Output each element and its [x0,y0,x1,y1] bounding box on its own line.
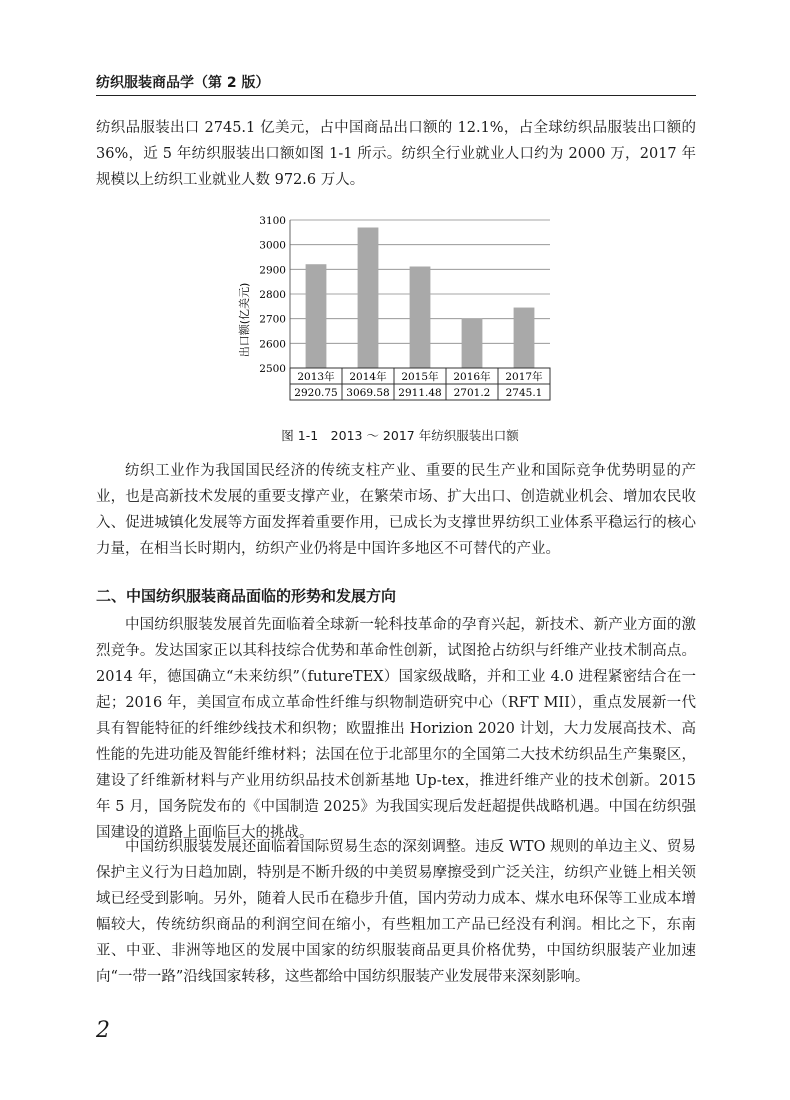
x-category-label: 2016年 [453,371,491,383]
y-tick-label: 2500 [259,363,286,375]
running-header: 纺织服装商品学（第 2 版） [96,75,270,91]
bar-2017年 [514,308,535,368]
bar-2015年 [410,267,431,368]
y-tick-label: 2600 [259,338,286,351]
y-tick-label: 2900 [259,264,286,277]
y-axis-label: 出口额(亿美元) [238,282,251,358]
paragraph-export-stats: 纺织品服装出口 2745.1 亿美元，占中国商品出口额的 12.1%，占全球纺织品服装出口额的 36%，近 5 年纺织服装出口额如图 1-1 所示。纺织全行业就业人口约为 2000 万，2017 年规模以上纺织工业就业人数 972.6 万人。 [96,120,696,188]
y-tick-label: 3000 [259,239,286,252]
section-heading: 二、中国纺织服装商品面临的形势和发展方向 [96,587,397,605]
bar-2014年 [358,228,379,368]
y-tick-label: 2800 [259,289,286,301]
y-tick-label: 2700 [259,313,286,326]
header-rule [96,95,696,96]
figure-caption: 图 1-1 2013 ～ 2017 年纺织服装出口额 [281,428,519,443]
paragraph-industry-role: 纺织工业作为我国国民经济的传统支柱产业、重要的民生产业和国际竞争优势明显的产业，也是高新技术发展的重要支撑产业，在繁荣市场、扩大出口、创造就业机会、增加农民收入、促进城镇化发展等方面发挥着重要作用，已成长为支撑世界纺织工业体系平稳运行的核心力量，在相当长时期内，纺织产业仍将是中国许多地区不可替代的产业。 [96,463,696,557]
page-number: 2 [96,1018,110,1043]
bar-2013年 [306,264,327,368]
data-value-label: 2920.75 [294,387,338,399]
y-tick-label: 3100 [259,215,286,227]
paragraph-tech-competition: 中国纺织服装发展首先面临着全球新一轮科技革命的孕育兴起，新技术、新产业方面的激烈竞争。发达国家正以其科技综合优势和革命性创新，试图抢占纺织与纤维产业技术制高点。2014 年，德国确立“未来纺织”（futureTEX）国家级战略，并和工业 4.0 进程紧密结合在一起；2016 年，美国宣布成立革命性纤维与织物制造研究中心（RFT MII），重点发展新一代具有智能特征的纤维纱线技术和织物；欧盟推出 Horizion 2020 计划，大力发展高技术、高性能的先进功能及智能纤维材料；法国在位于北部里尔的全国第二大技术纺织品生产集聚区，建设了纤维新材料与产业用纺织品技术创新基地 Up-tex，推进纤维产业的技术创新。2015 年 5 月，国务院发布的《中国制造 2025》为我国实现后发赶超提供战略机遇。中国在纺织强国建设的道路上面临巨大的挑战。 [96,617,696,841]
paragraph-trade-adjustment: 中国纺织服装发展还面临着国际贸易生态的深刻调整。违反 WTO 规则的单边主义、贸易保护主义行为日趋加剧，特别是不断升级的中美贸易摩擦受到广泛关注，纺织产业链上相关领域已经受到影响。另外，随着人民币在稳步升值，国内劳动力成本、煤水电环保等工业成本增幅较大，传统纺织商品的利润空间在缩小，有些粗加工产品已经没有利润。相比之下，东南亚、中亚、非洲等地区的发展中国家的纺织服装商品更具价格优势，中国纺织服装产业加速向“一带一路”沿线国家转移，这些都给中国纺织服装产业发展带来深刻影响。 [96,839,696,985]
data-value-label: 2745.1 [505,387,543,399]
x-category-label: 2013年 [297,371,335,383]
x-category-label: 2015年 [401,371,439,383]
x-category-label: 2017年 [505,371,543,383]
data-value-label: 2911.48 [398,387,442,399]
data-value-label: 3069.58 [346,387,390,399]
x-category-label: 2014年 [349,371,387,383]
export-bar-chart [240,210,560,422]
bar-2016年 [462,318,483,368]
data-value-label: 2701.2 [453,387,491,399]
